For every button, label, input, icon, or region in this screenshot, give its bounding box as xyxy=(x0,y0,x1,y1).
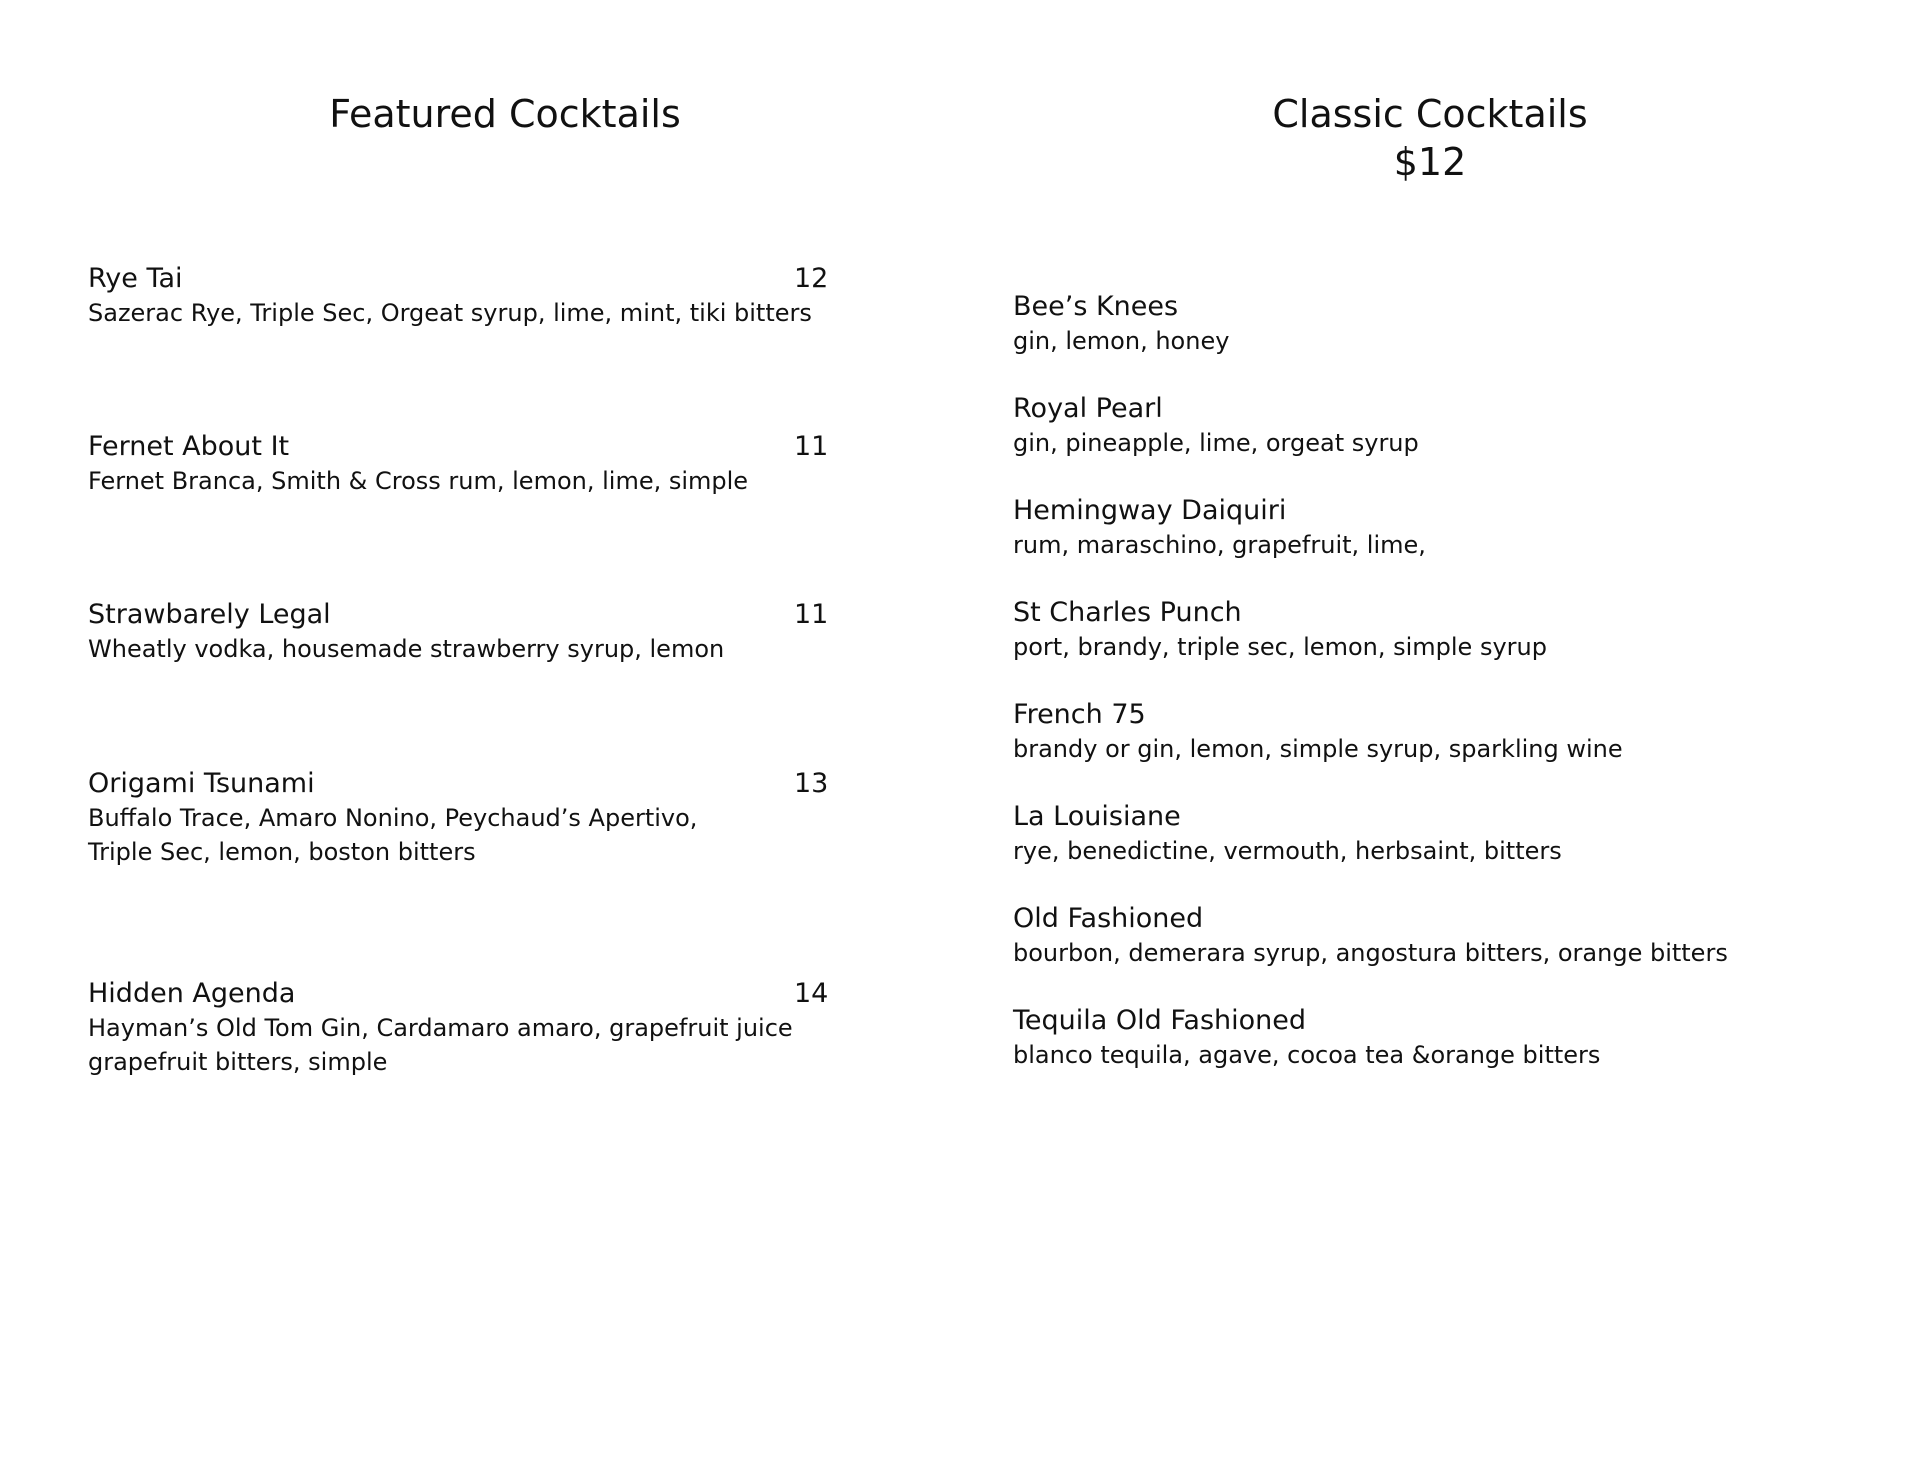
classic-item-la-louisiane xyxy=(1013,800,1562,868)
featured-item-description: Triple Sec, lemon, boston bitters xyxy=(88,838,476,866)
classic-item-description: rum, maraschino, grapefruit, lime, xyxy=(1013,531,1426,559)
featured-item-strawbarely-legal xyxy=(88,598,724,666)
classic-item-name: Bee’s Knees xyxy=(1013,291,1179,322)
classic-item-name: French 75 xyxy=(1013,699,1146,730)
featured-cocktails-heading: Featured Cocktails xyxy=(329,92,681,136)
featured-item-name: Fernet About It xyxy=(88,431,290,462)
featured-item-rye-tai xyxy=(88,262,812,330)
classic-item-description: gin, lemon, honey xyxy=(1013,327,1230,355)
featured-item-price: 13 xyxy=(794,768,829,799)
classic-item-royal-pearl xyxy=(1013,392,1419,460)
classic-item-name: Tequila Old Fashioned xyxy=(1013,1005,1307,1036)
featured-item-name: Hidden Agenda xyxy=(88,978,296,1009)
classic-cocktails-heading xyxy=(1140,90,1720,186)
featured-item-description: Hayman’s Old Tom Gin, Cardamaro amaro, grapefruit juice xyxy=(88,1014,793,1042)
featured-item-price: 14 xyxy=(794,978,829,1009)
featured-item-price: 11 xyxy=(794,599,829,630)
featured-item-name: Rye Tai xyxy=(88,263,183,294)
classic-item-tequila-old-fashioned xyxy=(1013,1004,1600,1072)
classic-item-description: gin, pineapple, lime, orgeat syrup xyxy=(1013,429,1419,457)
classic-item-description: brandy or gin, lemon, simple syrup, sparkling wine xyxy=(1013,735,1623,763)
featured-item-hidden-agenda xyxy=(88,977,793,1079)
featured-item-price: 11 xyxy=(794,431,829,462)
classic-item-name: La Louisiane xyxy=(1013,801,1181,832)
featured-item-description: Fernet Branca, Smith & Cross rum, lemon, lime, simple xyxy=(88,467,749,495)
featured-item-origami-tsunami xyxy=(88,767,697,869)
classic-item-bees-knees xyxy=(1013,290,1229,358)
classic-item-name: St Charles Punch xyxy=(1013,597,1242,628)
featured-item-description: Sazerac Rye, Triple Sec, Orgeat syrup, lime, mint, tiki bitters xyxy=(88,299,812,327)
featured-item-description: grapefruit bitters, simple xyxy=(88,1048,388,1076)
featured-item-fernet-about-it xyxy=(88,430,748,498)
classic-item-description: bourbon, demerara syrup, angostura bitters, orange bitters xyxy=(1013,939,1728,967)
featured-item-price: 12 xyxy=(794,263,829,294)
classic-item-st-charles-punch xyxy=(1013,596,1547,664)
classic-item-name: Hemingway Daiquiri xyxy=(1013,495,1287,526)
classic-item-description: rye, benedictine, vermouth, herbsaint, bitters xyxy=(1013,837,1562,865)
classic-item-name: Royal Pearl xyxy=(1013,393,1163,424)
featured-item-description: Buffalo Trace, Amaro Nonino, Peychaud’s Apertivo, xyxy=(88,804,698,832)
classic-cocktails-title: Classic Cocktails xyxy=(1272,92,1588,136)
classic-item-description: blanco tequila, agave, cocoa tea &orange bitters xyxy=(1013,1041,1601,1069)
classic-cocktails-price: $12 xyxy=(1393,140,1467,184)
classic-item-description: port, brandy, triple sec, lemon, simple syrup xyxy=(1013,633,1547,661)
featured-item-name: Strawbarely Legal xyxy=(88,599,331,630)
classic-item-old-fashioned xyxy=(1013,902,1728,970)
classic-item-name: Old Fashioned xyxy=(1013,903,1204,934)
classic-item-french-75 xyxy=(1013,698,1623,766)
featured-item-name: Origami Tsunami xyxy=(88,768,315,799)
featured-item-description: Wheatly vodka, housemade strawberry syrup, lemon xyxy=(88,635,725,663)
classic-item-hemingway-daiquiri xyxy=(1013,494,1426,562)
